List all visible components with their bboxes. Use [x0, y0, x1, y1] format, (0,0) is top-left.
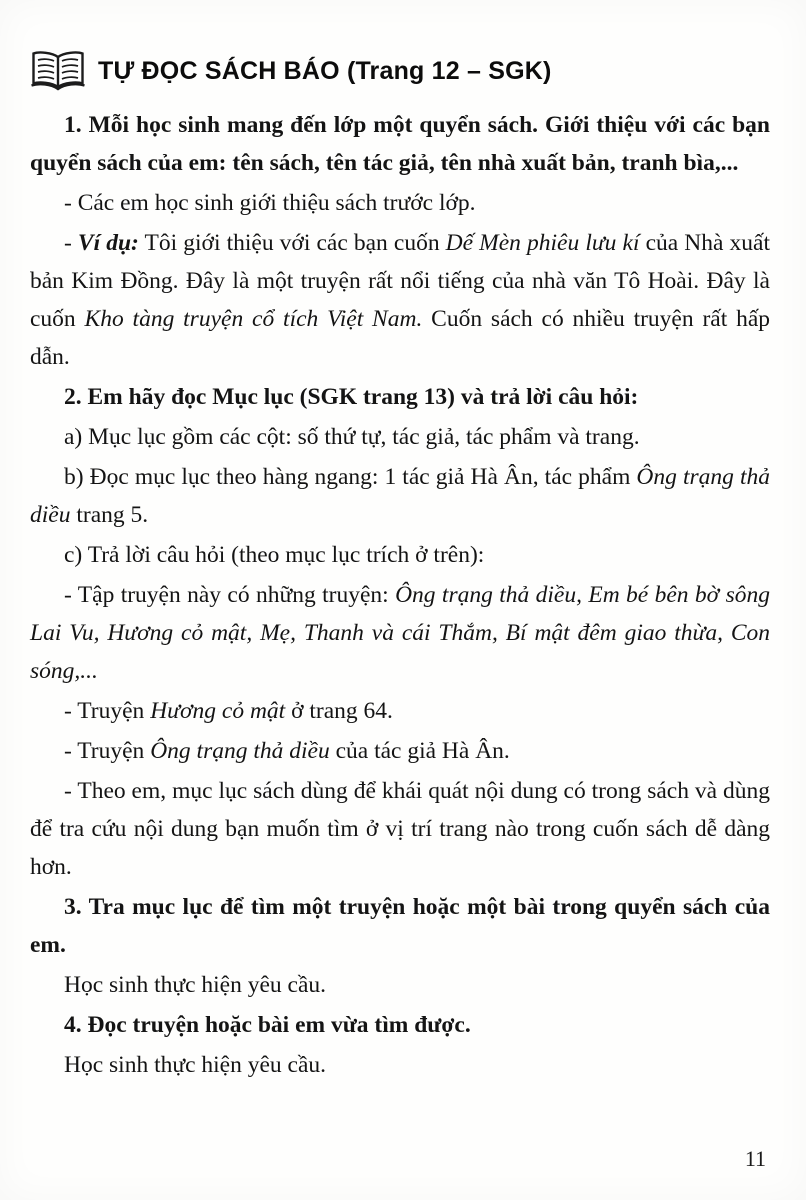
text-run: a) Mục lục gồm các cột: số thứ tự, tác giả, tác phẩm và trang. — [64, 424, 640, 450]
text-run: - Tập truyện này có những truyện: — [64, 582, 396, 608]
paragraph — [30, 106, 770, 182]
text-run: Dế Mèn phiêu lưu kí — [445, 230, 640, 256]
text-run: - Theo em, mục lục sách dùng để khái quát nội dung có trong sách và dùng để tra cứu nội dung bạn muốn tìm ở vị trí trang nào trong cuốn sách dễ dàng hơn. — [30, 778, 770, 880]
text-run: Học sinh thực hiện yêu cầu. — [64, 972, 327, 998]
page-body — [30, 106, 770, 1084]
text-run: - — [64, 230, 78, 256]
text-run: Kho tàng truyện cổ tích Việt Nam. — [84, 306, 423, 332]
text-run: 4. Đọc truyện hoặc bài em vừa tìm được. — [64, 1012, 471, 1038]
paragraph — [30, 772, 770, 886]
paragraph — [30, 418, 770, 456]
paragraph — [30, 576, 770, 690]
text-run: 2. Em hãy đọc Mục lục (SGK trang 13) và trả lời câu hỏi: — [64, 384, 639, 410]
text-run: Ông trạng thả diều, Em bé bên bờ sông Lai Vu, Hương cỏ mật, Mẹ, Thanh và cái Thắm, Bí mật đêm giao thừa, Con sóng,... — [30, 582, 770, 684]
text-run: Cuốn sách có nhiều truyện rất hấp dẫn. — [30, 306, 771, 370]
text-run: Học sinh thực hiện yêu cầu. — [64, 1052, 327, 1078]
text-run: c) Trả lời câu hỏi (theo mục lục trích ở trên): — [64, 542, 485, 568]
paragraph — [30, 184, 770, 222]
paragraph — [30, 1046, 770, 1084]
text-run: b) Đọc mục lục theo hàng ngang: 1 tác giả Hà Ân, tác phẩm — [64, 464, 637, 490]
text-run: Ông trạng thả diều — [30, 464, 770, 528]
text-run: của Nhà xuất bản Kim Đồng. Đây là một truyện rất nổi tiếng của nhà văn Tô Hoài. Đây là cuốn — [30, 230, 770, 332]
text-run: 1. Mỗi học sinh mang đến lớp một quyển sách. Giới thiệu với các bạn quyển sách của em: tên sách, tên tác giả, tên nhà xuất bản, tranh bìa,... — [30, 112, 770, 176]
text-run: của tác giả Hà Ân. — [329, 738, 510, 764]
text-run: trang 5. — [70, 502, 149, 528]
text-run: ở trang 64. — [285, 698, 393, 724]
text-run: 3. Tra mục lục để tìm một truyện hoặc một bài trong quyển sách của em. — [30, 894, 770, 958]
paragraph — [30, 458, 770, 534]
paragraph — [30, 966, 770, 1004]
text-run: Ông trạng thả diều — [150, 738, 330, 764]
text-run: Tôi giới thiệu với các bạn cuốn — [138, 230, 446, 256]
open-book-icon — [30, 50, 86, 92]
text-run: - Các em học sinh giới thiệu sách trước lớp. — [64, 190, 476, 216]
paragraph — [30, 888, 770, 964]
page-number: 11 — [744, 1146, 766, 1171]
section-header — [30, 50, 770, 92]
text-run: - Truyện — [64, 738, 151, 764]
paragraph — [30, 692, 770, 730]
paragraph — [30, 224, 770, 376]
paragraph — [30, 1006, 770, 1044]
text-run: Hương cỏ mật — [150, 698, 286, 724]
text-run: Ví dụ: — [77, 230, 139, 256]
paragraph — [30, 378, 770, 416]
paragraph — [30, 536, 770, 574]
section-title: TỰ ĐỌC SÁCH BÁO (Trang 12 – SGK) — [98, 56, 552, 85]
paragraph — [30, 732, 770, 770]
text-run: - Truyện — [64, 698, 151, 724]
